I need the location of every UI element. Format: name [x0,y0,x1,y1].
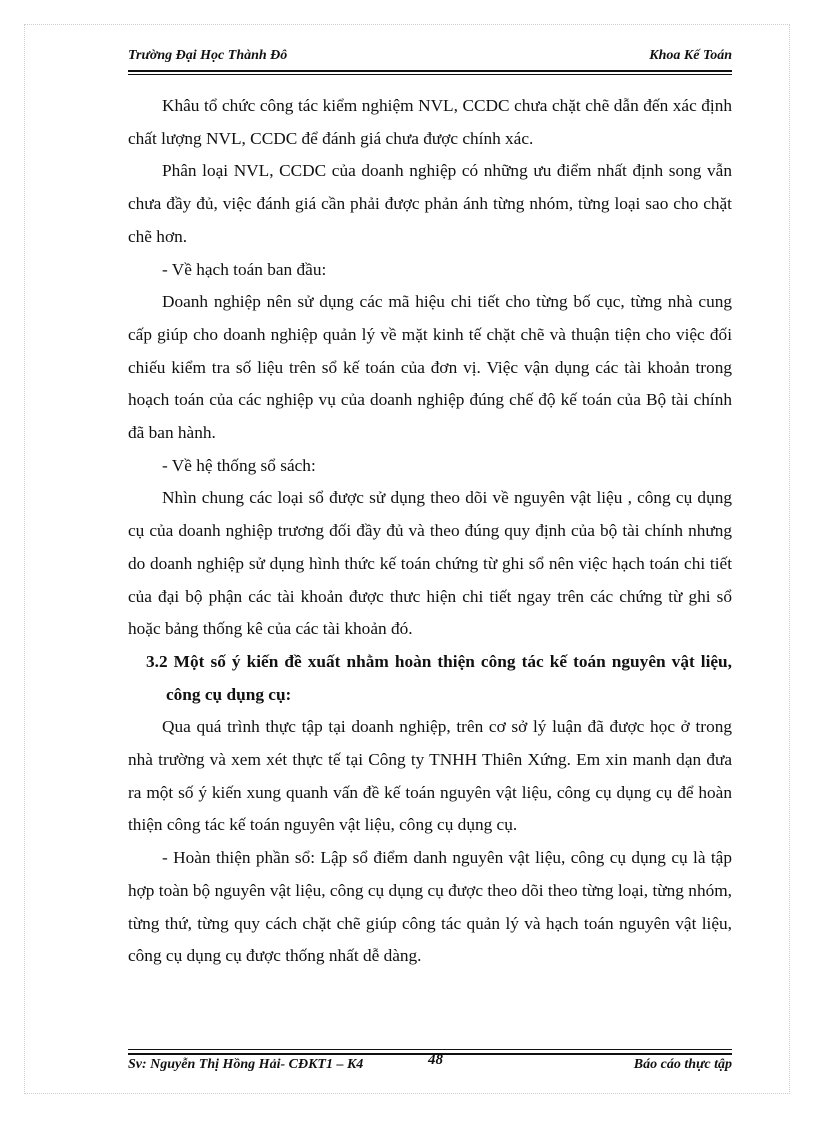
subheading-book-system: - Về hệ thống sổ sách: [162,455,316,475]
footer-rule-thin [128,1049,732,1050]
page-header [128,48,732,68]
paragraph-inspection: Khâu tổ chức công tác kiểm nghiệm NVL, CCDC chưa chặt chẽ dẫn đến xác định chất lượng NVL, CCDC để đánh giá chưa được chính xác. [128,96,732,148]
footer-student: Sv: Nguyễn Thị Hồng Hải- CĐKT1 – K4 [128,1057,364,1072]
paragraph-internship-intro: Qua quá trình thực tập tại doanh nghiệp, trên cơ sở lý luận đã được học ở trong nhà trường và xem xét thực tế tại Công ty TNHH Thiên Xứng. Em xin manh dạn đưa ra một số ý kiến xung quanh vấn đề kế toán nguyên vật liệu, công cụ dụng cụ để hoàn thiện công tác kế toán nguyên vật liệu, công cụ dụng cụ. [128,717,732,835]
subheading-initial-accounting: - Về hạch toán ban đầu: [162,259,327,279]
document-body [128,90,732,973]
paragraph-initial-accounting: Doanh nghiệp nên sử dụng các mã hiệu chi tiết cho từng bố cục, từng nhà cung cấp giúp cho doanh nghiệp quản lý về mặt kinh tế chặt chẽ và thuận tiện cho việc đối chiếu kiểm tra số liệu trên sổ kế toán của đơn vị. Việc vận dụng các tài khoản trong hoạch toán của các nghiệp vụ của doanh nghiệp đúng chế độ kế toán của Bộ tài chính đã ban hành. [128,292,732,443]
header-rule-thin [128,74,732,75]
paragraph-book-system: Nhìn chung các loại sổ được sử dụng theo dõi về nguyên vật liệu , công cụ dụng cụ của doanh nghiệp trương đối đầy đủ và theo đúng quy định của bộ tài chính nhưng do doanh nghiệp sử dụng hình thức kế toán chứng từ ghi sổ nên việc hạch toán chi tiết của đại bộ phận các tài khoản được thưc hiện chi tiết ngay trên các chứng từ ghi sổ hoặc bảng thống kê của các tài khoản đó. [128,488,732,639]
page-number: 48 [428,1052,443,1068]
paragraph-classification: Phân loại NVL, CCDC của doanh nghiệp có những ưu điểm nhất định song vẫn chưa đầy đủ, việc đánh giá cần phải được phản ánh từng nhóm, từng loại sao cho chặt chẽ hơn. [128,161,732,246]
section-heading-3-2: 3.2 Một số ý kiến đề xuất nhằm hoàn thiện công tác kế toán nguyên vật liệu, công cụ dụng cụ: [146,651,732,704]
header-department: Khoa Kế Toán [649,48,732,63]
header-rule-thick [128,70,732,72]
footer-report-type: Báo cáo thực tập [633,1057,732,1072]
paragraph-complete-books: - Hoàn thiện phần sổ: Lập sổ điểm danh nguyên vật liệu, công cụ dụng cụ là tập hợp toàn bộ nguyên vật liệu, công cụ dụng cụ được theo dõi theo từng loại, từng nhóm, từng thứ, từng quy cách chặt chẽ giúp công tác quản lý và hạch toán nguyên vật liệu, công cụ dụng cụ được thống nhất dễ dàng. [128,848,732,966]
header-school: Trường Đại Học Thành Đô [128,48,288,63]
